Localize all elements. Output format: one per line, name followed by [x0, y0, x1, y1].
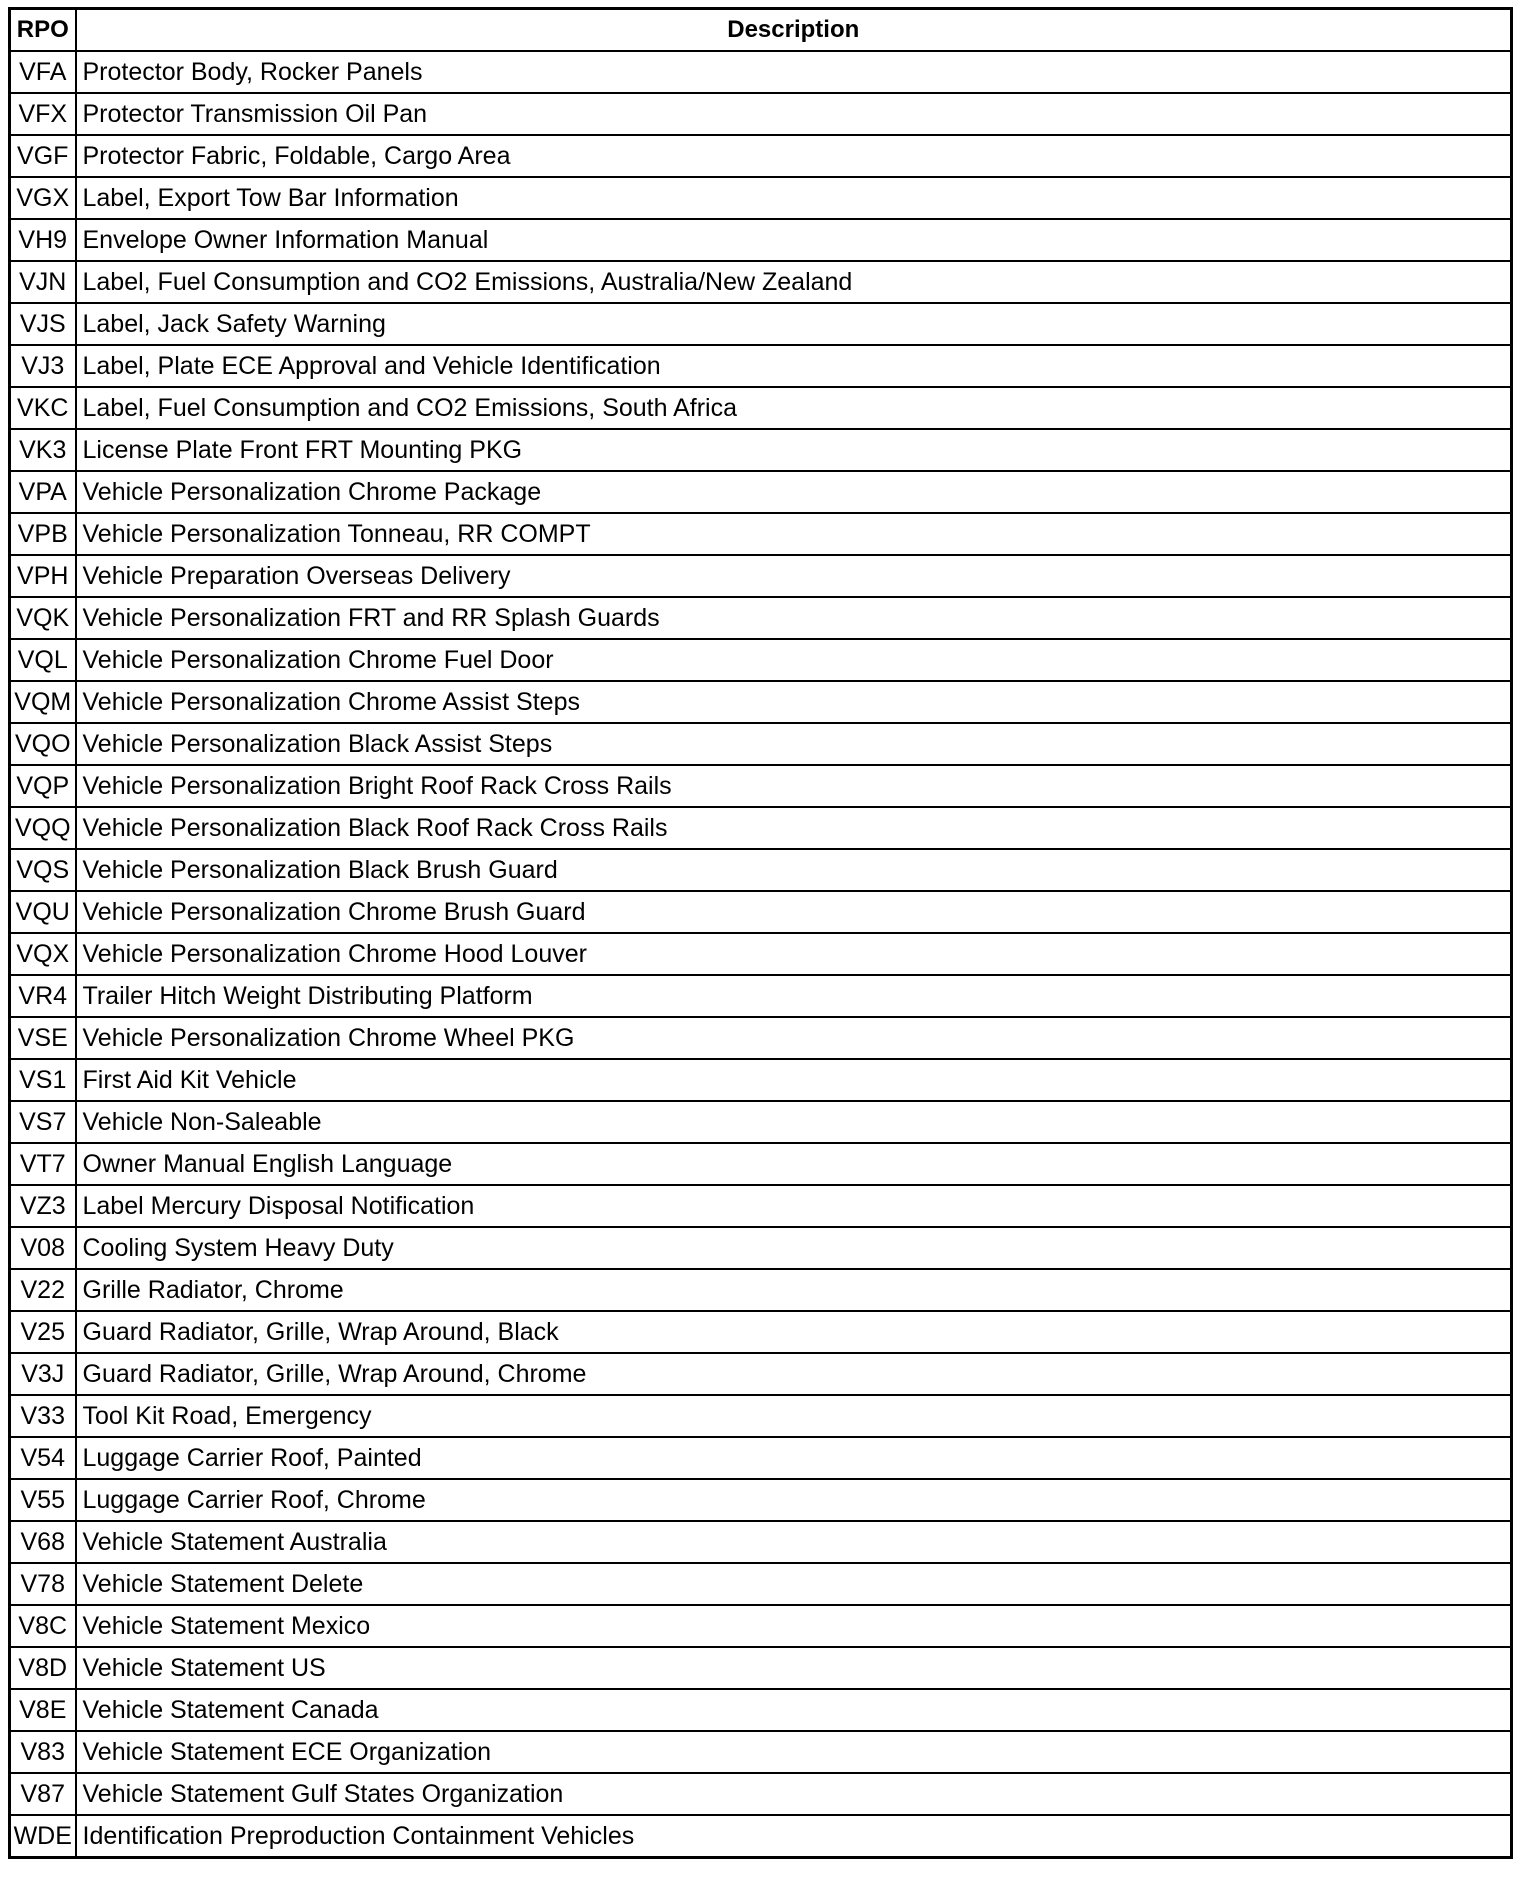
- table-row: [10, 1017, 1512, 1059]
- rpo-code: VQQ: [10, 807, 76, 849]
- rpo-description: Vehicle Statement Canada: [76, 1689, 1512, 1731]
- rpo-code: V08: [10, 1227, 76, 1269]
- rpo-code: VSE: [10, 1017, 76, 1059]
- rpo-description: Guard Radiator, Grille, Wrap Around, Chrome: [76, 1353, 1512, 1395]
- table-row: [10, 1647, 1512, 1689]
- table-row: [10, 765, 1512, 807]
- rpo-description: Protector Fabric, Foldable, Cargo Area: [76, 135, 1512, 177]
- rpo-code: V25: [10, 1311, 76, 1353]
- rpo-code: VGF: [10, 135, 76, 177]
- rpo-code: VPB: [10, 513, 76, 555]
- table-row: [10, 1101, 1512, 1143]
- rpo-description: Vehicle Personalization Chrome Package: [76, 471, 1512, 513]
- table-row: [10, 1437, 1512, 1479]
- table-header-row: [10, 9, 1512, 52]
- rpo-description: Label Mercury Disposal Notification: [76, 1185, 1512, 1227]
- rpo-description: Luggage Carrier Roof, Painted: [76, 1437, 1512, 1479]
- rpo-code: VQS: [10, 849, 76, 891]
- table-row: [10, 1815, 1512, 1858]
- rpo-description: Protector Body, Rocker Panels: [76, 51, 1512, 93]
- rpo-description: Vehicle Personalization FRT and RR Splash Guards: [76, 597, 1512, 639]
- rpo-code: VPH: [10, 555, 76, 597]
- table-row: [10, 639, 1512, 681]
- rpo-code: V78: [10, 1563, 76, 1605]
- rpo-description: Protector Transmission Oil Pan: [76, 93, 1512, 135]
- table-row: [10, 723, 1512, 765]
- rpo-description: Vehicle Statement US: [76, 1647, 1512, 1689]
- rpo-description: Vehicle Statement ECE Organization: [76, 1731, 1512, 1773]
- table-row: [10, 345, 1512, 387]
- header-rpo: RPO: [10, 9, 76, 52]
- table-row: [10, 1395, 1512, 1437]
- table-row: [10, 681, 1512, 723]
- rpo-description: Label, Jack Safety Warning: [76, 303, 1512, 345]
- table-row: [10, 1521, 1512, 1563]
- table-row: [10, 387, 1512, 429]
- rpo-description: Vehicle Statement Delete: [76, 1563, 1512, 1605]
- rpo-description: Vehicle Personalization Chrome Wheel PKG: [76, 1017, 1512, 1059]
- rpo-description: Label, Fuel Consumption and CO2 Emissions, South Africa: [76, 387, 1512, 429]
- rpo-code: VJS: [10, 303, 76, 345]
- rpo-code: V8D: [10, 1647, 76, 1689]
- table-row: [10, 1773, 1512, 1815]
- rpo-description: Vehicle Personalization Chrome Brush Guard: [76, 891, 1512, 933]
- rpo-description: Cooling System Heavy Duty: [76, 1227, 1512, 1269]
- table-row: [10, 1605, 1512, 1647]
- rpo-code: VKC: [10, 387, 76, 429]
- rpo-description: Label, Export Tow Bar Information: [76, 177, 1512, 219]
- table-row: [10, 135, 1512, 177]
- rpo-description: Luggage Carrier Roof, Chrome: [76, 1479, 1512, 1521]
- rpo-description: Vehicle Preparation Overseas Delivery: [76, 555, 1512, 597]
- table-row: [10, 1227, 1512, 1269]
- table-row: [10, 1731, 1512, 1773]
- rpo-code: VS1: [10, 1059, 76, 1101]
- table-row: [10, 1311, 1512, 1353]
- rpo-code: VH9: [10, 219, 76, 261]
- table-row: [10, 1269, 1512, 1311]
- header-description: Description: [76, 9, 1512, 52]
- rpo-code: V54: [10, 1437, 76, 1479]
- rpo-code: VFX: [10, 93, 76, 135]
- rpo-description: Vehicle Personalization Black Assist Steps: [76, 723, 1512, 765]
- table-row: [10, 261, 1512, 303]
- rpo-description: Vehicle Personalization Black Brush Guard: [76, 849, 1512, 891]
- rpo-description: Guard Radiator, Grille, Wrap Around, Black: [76, 1311, 1512, 1353]
- rpo-description: Vehicle Statement Australia: [76, 1521, 1512, 1563]
- rpo-description: Vehicle Statement Mexico: [76, 1605, 1512, 1647]
- table-row: [10, 1185, 1512, 1227]
- rpo-code: V8E: [10, 1689, 76, 1731]
- rpo-code: VFA: [10, 51, 76, 93]
- rpo-code: VZ3: [10, 1185, 76, 1227]
- rpo-code: VQX: [10, 933, 76, 975]
- rpo-description: Vehicle Personalization Chrome Assist Steps: [76, 681, 1512, 723]
- rpo-code: VK3: [10, 429, 76, 471]
- table-row: [10, 513, 1512, 555]
- rpo-code: VJ3: [10, 345, 76, 387]
- rpo-code: WDE: [10, 1815, 76, 1858]
- rpo-description: Owner Manual English Language: [76, 1143, 1512, 1185]
- table-row: [10, 891, 1512, 933]
- rpo-code: VPA: [10, 471, 76, 513]
- table-row: [10, 1563, 1512, 1605]
- rpo-code: V55: [10, 1479, 76, 1521]
- rpo-description: Vehicle Statement Gulf States Organization: [76, 1773, 1512, 1815]
- table-body: [10, 51, 1512, 1858]
- table-row: [10, 933, 1512, 975]
- rpo-code: V68: [10, 1521, 76, 1563]
- table-row: [10, 1689, 1512, 1731]
- rpo-description: Vehicle Personalization Bright Roof Rack Cross Rails: [76, 765, 1512, 807]
- table-row: [10, 93, 1512, 135]
- rpo-code: VQU: [10, 891, 76, 933]
- rpo-description: Vehicle Personalization Chrome Fuel Door: [76, 639, 1512, 681]
- rpo-description: Tool Kit Road, Emergency: [76, 1395, 1512, 1437]
- table-row: [10, 597, 1512, 639]
- rpo-code: VQK: [10, 597, 76, 639]
- rpo-description: Vehicle Personalization Tonneau, RR COMPT: [76, 513, 1512, 555]
- table-row: [10, 849, 1512, 891]
- table-row: [10, 177, 1512, 219]
- table-row: [10, 1353, 1512, 1395]
- rpo-code: V33: [10, 1395, 76, 1437]
- table-row: [10, 471, 1512, 513]
- table-row: [10, 555, 1512, 597]
- rpo-code: VQO: [10, 723, 76, 765]
- rpo-description: Label, Plate ECE Approval and Vehicle Identification: [76, 345, 1512, 387]
- rpo-description: License Plate Front FRT Mounting PKG: [76, 429, 1512, 471]
- rpo-description: Grille Radiator, Chrome: [76, 1269, 1512, 1311]
- rpo-description: Identification Preproduction Containment Vehicles: [76, 1815, 1512, 1858]
- rpo-table: [8, 7, 1513, 1859]
- table-row: [10, 807, 1512, 849]
- table-row: [10, 303, 1512, 345]
- rpo-description: Trailer Hitch Weight Distributing Platform: [76, 975, 1512, 1017]
- rpo-code: VQL: [10, 639, 76, 681]
- rpo-description: Envelope Owner Information Manual: [76, 219, 1512, 261]
- rpo-code: VJN: [10, 261, 76, 303]
- rpo-code: VT7: [10, 1143, 76, 1185]
- table-row: [10, 975, 1512, 1017]
- rpo-description: Vehicle Non-Saleable: [76, 1101, 1512, 1143]
- rpo-description: Vehicle Personalization Chrome Hood Louver: [76, 933, 1512, 975]
- table-row: [10, 51, 1512, 93]
- rpo-description: First Aid Kit Vehicle: [76, 1059, 1512, 1101]
- table-row: [10, 1479, 1512, 1521]
- rpo-code: VQP: [10, 765, 76, 807]
- rpo-code: V8C: [10, 1605, 76, 1647]
- table-row: [10, 429, 1512, 471]
- rpo-code: VQM: [10, 681, 76, 723]
- rpo-code: V22: [10, 1269, 76, 1311]
- rpo-code: V3J: [10, 1353, 76, 1395]
- table-row: [10, 219, 1512, 261]
- rpo-code: V83: [10, 1731, 76, 1773]
- rpo-code: VGX: [10, 177, 76, 219]
- rpo-description: Vehicle Personalization Black Roof Rack Cross Rails: [76, 807, 1512, 849]
- rpo-code: V87: [10, 1773, 76, 1815]
- rpo-description: Label, Fuel Consumption and CO2 Emissions, Australia/New Zealand: [76, 261, 1512, 303]
- table-row: [10, 1059, 1512, 1101]
- rpo-code: VR4: [10, 975, 76, 1017]
- table-row: [10, 1143, 1512, 1185]
- rpo-code: VS7: [10, 1101, 76, 1143]
